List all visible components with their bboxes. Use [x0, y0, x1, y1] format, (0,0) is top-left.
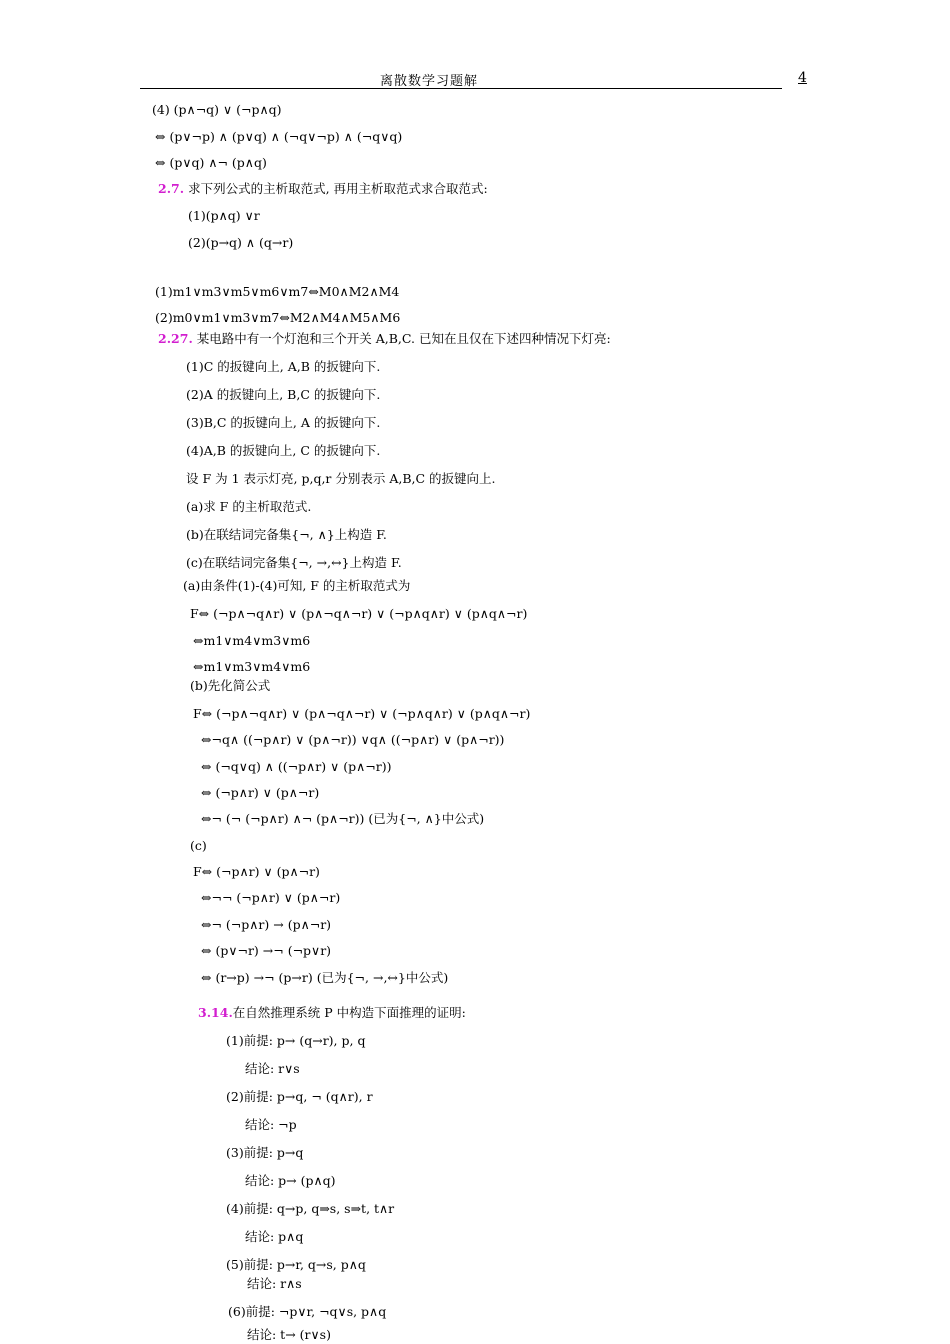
text-line: (2)A 的扳键向上, B,C 的扳键向下. — [186, 387, 381, 402]
text-line: 设 F 为 1 表示灯亮, p,q,r 分别表示 A,B,C 的扳键向上. — [186, 471, 496, 486]
text-line: (1)C 的扳键向上, A,B 的扳键向下. — [186, 359, 381, 374]
text-line: (c)在联结词完备集{¬, →,↔}上构造 F. — [186, 555, 402, 570]
text-line: ⇔¬¬ (¬p∧r) ∨ (p∧¬r) — [201, 890, 341, 905]
header-title: 离散数学习题解 — [380, 74, 479, 89]
problem-text: 在自然推理系统 P 中构造下面推理的证明: — [232, 1005, 466, 1020]
text-line: (1)m1∨m3∨m5∨m6∨m7⇔M0∧M2∧M4 — [155, 284, 400, 299]
text-line: 结论: p→ (p∧q) — [245, 1173, 336, 1188]
text-line: ⇔¬q∧ ((¬p∧r) ∨ (p∧¬r)) ∨q∧ ((¬p∧r) ∨ (p∧¬r)) — [201, 732, 505, 747]
text-line: (3)前提: p→q — [226, 1145, 304, 1160]
text-line: (3)B,C 的扳键向上, A 的扳键向下. — [186, 415, 381, 430]
problem-heading — [198, 1005, 466, 1021]
text-line: F⇔ (¬p∧¬q∧r) ∨ (p∧¬q∧¬r) ∨ (¬p∧q∧r) ∨ (p∧q∧¬r) — [190, 606, 528, 621]
text-line: ⇔¬ (¬p∧r) → (p∧¬r) — [201, 917, 332, 932]
text-line: (1)(p∧q) ∨r — [188, 208, 260, 223]
text-line: F⇔ (¬p∧¬q∧r) ∨ (p∧¬q∧¬r) ∨ (¬p∧q∧r) ∨ (p∧q∧¬r) — [193, 706, 531, 721]
text-line: 结论: r∧s — [247, 1276, 302, 1291]
text-line: (a)求 F 的主析取范式. — [186, 499, 312, 514]
text-line: ⇔ (p∨q) ∧¬ (p∧q) — [155, 155, 267, 170]
text-line: (2)m0∨m1∨m3∨m7⇔M2∧M4∧M5∧M6 — [155, 310, 401, 325]
text-line: (a)由条件(1)-(4)可知, F 的主析取范式为 — [183, 578, 411, 593]
problem-number: 2.7. — [158, 181, 185, 196]
problem-text: 求下列公式的主析取范式, 再用主析取范式求合取范式: — [184, 181, 488, 196]
text-line: ⇔ (¬p∧r) ∨ (p∧¬r) — [201, 785, 320, 800]
text-line: ⇔ (r→p) →¬ (p→r) (已为{¬, →,↔}中公式) — [201, 970, 449, 985]
text-line: (5)前提: p→r, q→s, p∧q — [226, 1257, 366, 1272]
problem-number: 3.14. — [198, 1005, 233, 1020]
text-line: ⇔ (p∨¬r) →¬ (¬p∨r) — [201, 943, 332, 958]
problem-number: 2.27. — [158, 331, 193, 346]
text-line: (4)前提: q→p, q⇒s, s⇒t, t∧r — [226, 1201, 395, 1216]
text-line: F⇔ (¬p∧r) ∨ (p∧¬r) — [193, 864, 320, 879]
text-line: 结论: ¬p — [245, 1117, 297, 1132]
text-line: (2)(p→q) ∧ (q→r) — [188, 235, 294, 250]
page-number: 4 — [798, 70, 807, 86]
text-line: ⇔ (p∨¬p) ∧ (p∨q) ∧ (¬q∨¬p) ∧ (¬q∨q) — [155, 129, 403, 144]
text-line: ⇔m1∨m4∨m3∨m6 — [193, 633, 311, 648]
text-line: (2)前提: p→q, ¬ (q∧r), r — [226, 1089, 373, 1104]
text-line: 结论: t→ (r∨s) — [247, 1327, 331, 1342]
text-line: (b)在联结词完备集{¬, ∧}上构造 F. — [186, 527, 387, 542]
problem-text: 某电路中有一个灯泡和三个开关 A,B,C. 已知在且仅在下述四种情况下灯亮: — [192, 331, 611, 346]
problem-heading — [158, 331, 611, 347]
header-rule — [140, 88, 782, 89]
text-line: (4) (p∧¬q) ∨ (¬p∧q) — [152, 102, 282, 117]
text-line: ⇔m1∨m3∨m4∨m6 — [193, 659, 311, 674]
text-line: ⇔¬ (¬ (¬p∧r) ∧¬ (p∧¬r)) (已为{¬, ∧}中公式) — [201, 811, 485, 826]
text-line: (1)前提: p→ (q→r), p, q — [226, 1033, 366, 1048]
text-line: (4)A,B 的扳键向上, C 的扳键向下. — [186, 443, 381, 458]
text-line: 结论: r∨s — [245, 1061, 300, 1076]
text-line: (b)先化简公式 — [190, 678, 271, 693]
problem-heading — [158, 181, 488, 197]
text-line: ⇔ (¬q∨q) ∧ ((¬p∧r) ∨ (p∧¬r)) — [201, 759, 392, 774]
text-line: (c) — [190, 838, 207, 853]
text-line: 结论: p∧q — [245, 1229, 304, 1244]
text-line: (6)前提: ¬p∨r, ¬q∨s, p∧q — [228, 1304, 387, 1319]
